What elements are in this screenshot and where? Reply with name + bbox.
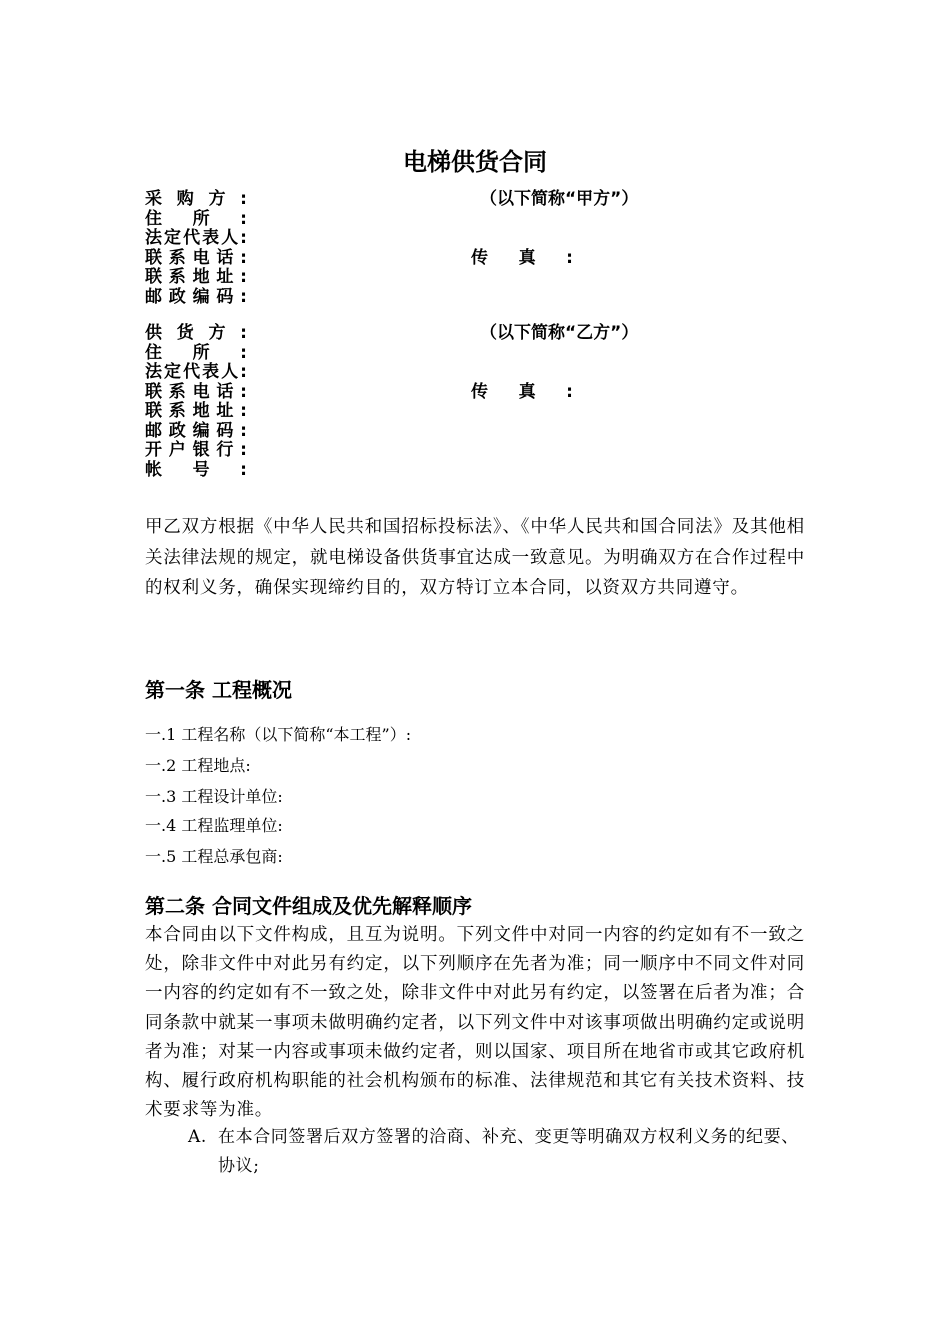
party-a-address-label: 住所: <box>145 208 247 229</box>
party-b-bank-label: 开户银行: <box>145 440 247 460</box>
party-b-address-label: 住所: <box>145 342 247 363</box>
article-1-item-project-name: 一.1 工程名称（以下简称“本工程”）: <box>145 725 412 744</box>
party-b-account-label: 帐号: <box>145 459 247 480</box>
article-1-item-supervisor: 一.4 工程监理单位: <box>145 816 283 835</box>
party-a-postcode-label: 邮政编码: <box>145 286 247 307</box>
party-a-buyer-label: 采购方: <box>145 189 247 209</box>
party-b-postcode-label: 邮政编码: <box>145 420 247 441</box>
party-b-alias-note: （以下简称“乙方”） <box>480 323 639 343</box>
article-1-item-general-contractor: 一.5 工程总承包商: <box>145 847 283 866</box>
party-a-contact-address-label: 联系地址: <box>145 267 247 287</box>
party-a-phone-label: 联系电话: <box>145 247 247 268</box>
party-b-phone-label: 联系电话: <box>145 381 247 402</box>
article-1-heading: 第一条 工程概况 <box>145 678 292 702</box>
party-b-fax-label: 传真: <box>471 381 573 402</box>
party-a-fax-label: 传真: <box>471 247 573 268</box>
party-b-legal-rep-label: 法定代表人: <box>145 362 247 382</box>
article-1-item-designer: 一.3 工程设计单位: <box>145 787 283 806</box>
party-b-contact-address-label: 联系地址: <box>145 401 247 421</box>
party-a-legal-rep-label: 法定代表人: <box>145 228 247 248</box>
article-1-item-location: 一.2 工程地点: <box>145 756 251 775</box>
article-2-list-item-a <box>188 1123 805 1181</box>
intro-paragraph: 甲乙双方根据《中华人民共和国招标投标法》、《中华人民共和国合同法》及其他相关法律法规的规定，就电梯设备供货事宜达成一致意见。为明确双方在合作过程中的权利义务，确保实现缔约目的，双方特订立本合同，以资双方共同遵守。 <box>145 517 805 598</box>
list-marker: A. <box>188 1127 207 1147</box>
document-title: 电梯供货合同 <box>403 148 547 176</box>
article-2-heading: 第二条 合同文件组成及优先解释顺序 <box>145 894 472 918</box>
party-a-alias-note: （以下简称“甲方”） <box>480 189 639 209</box>
article-2-body: 本合同由以下文件构成，且互为说明。下列文件中对同一内容的约定如有不一致之处，除非文件中对此另有约定，以下列顺序在先者为准；同一顺序中不同文件对同一内容的约定如有不一致之处，除非文件中对此另有约定，以签署在后者为准；合同条款中就某一事项未做明确约定者，以下列文件中对该事项做出明确约定或说明者为准；对某一内容或事项未做约定者，则以国家、项目所在地省市或其它政府机构、履行政府机构职能的社会机构颁布的标准、法律规范和其它有关技术资料、技术要求等为准。 <box>145 925 805 1121</box>
party-b-supplier-label: 供货方: <box>145 323 247 343</box>
list-item-text: 在本合同签署后双方签署的洽商、补充、变更等明确双方权利义务的纪要、协议; <box>218 1127 799 1176</box>
